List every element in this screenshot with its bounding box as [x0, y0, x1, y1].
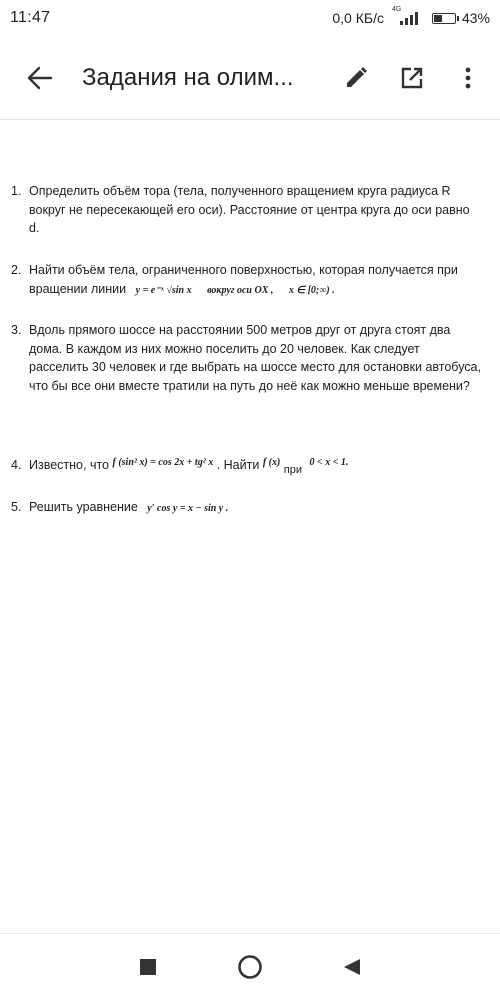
task-text: Известно, что — [29, 458, 109, 472]
arrow-left-icon — [27, 66, 53, 90]
battery-fill — [434, 15, 442, 22]
network-type: 4G — [391, 6, 402, 13]
formula: y′ cos y = x − sin y . — [147, 503, 229, 514]
open-external-button[interactable] — [392, 58, 432, 98]
task-text-block — [29, 261, 481, 300]
task-2 — [11, 261, 481, 300]
formula-condition: 0 < x < 1. — [309, 457, 349, 468]
recents-button[interactable] — [134, 953, 162, 981]
formula: f (sin² x) = cos 2x + tg² x — [112, 457, 214, 468]
open-external-icon — [400, 66, 424, 90]
status-time: 11:47 — [10, 9, 51, 26]
edit-button[interactable] — [336, 58, 376, 98]
task-text: Решить уравнение — [29, 500, 138, 514]
task-number: 1. — [11, 184, 22, 198]
task-text-block — [29, 498, 481, 519]
circle-home-icon — [237, 954, 263, 980]
task-text: Найти объём тела, ограниченного поверхностью, которая получается при вращении линии — [29, 263, 458, 296]
task-number: 2. — [11, 263, 22, 277]
document-page[interactable] — [0, 121, 500, 933]
task-text-block — [29, 456, 481, 477]
task-5 — [11, 498, 481, 519]
more-options-button[interactable] — [448, 58, 488, 98]
task-number: 5. — [11, 500, 22, 514]
pencil-icon — [344, 66, 368, 90]
system-nav-bar — [0, 934, 500, 1000]
task-number: 3. — [11, 323, 22, 337]
net-speed: 0,0 КБ/с — [332, 10, 384, 26]
app-bar — [0, 36, 500, 120]
task-text: Вдоль прямого шоссе на расстоянии 500 метров друг от друга стоят два дома. В каждом из них можно поселить до 20 человек. Как следует расселить 30 человек и где выбрать на шоссе место для остановки автобуса, что бы все они вместе тратили на путь до неё как можно меньше времени? — [29, 323, 481, 393]
back-button[interactable] — [20, 58, 60, 98]
task-text-pri: при — [283, 464, 303, 476]
task-3 — [11, 321, 481, 395]
task-text-mid: . Найти — [216, 458, 260, 472]
task-4 — [11, 456, 481, 477]
task-number: 4. — [11, 458, 22, 472]
formula-fx: f (x) — [262, 457, 281, 468]
home-button[interactable] — [236, 953, 264, 981]
task-text: Определить объём тора (тела, полученного вращением круга радиуса R вокруг не пересекающей его оси). Расстояние от центра круга до оси равно d. — [29, 184, 470, 235]
formula-axis: вокруг оси OX , — [207, 284, 274, 296]
more-vert-icon — [464, 66, 472, 90]
signal-icon — [391, 6, 426, 27]
formula: y = e⁻ˣ √sin x — [135, 284, 192, 296]
status-bar — [0, 0, 500, 36]
battery-icon — [432, 13, 456, 24]
document-title: Задания на олим... — [82, 63, 294, 91]
nav-back-button[interactable] — [338, 953, 366, 981]
task-1 — [11, 182, 481, 238]
triangle-back-icon — [342, 957, 362, 977]
square-recents-icon — [139, 958, 157, 976]
battery-percent: 43% — [461, 10, 490, 26]
formula-range: x ∈ [0;∞) . — [288, 284, 335, 296]
status-indicators — [332, 6, 490, 27]
